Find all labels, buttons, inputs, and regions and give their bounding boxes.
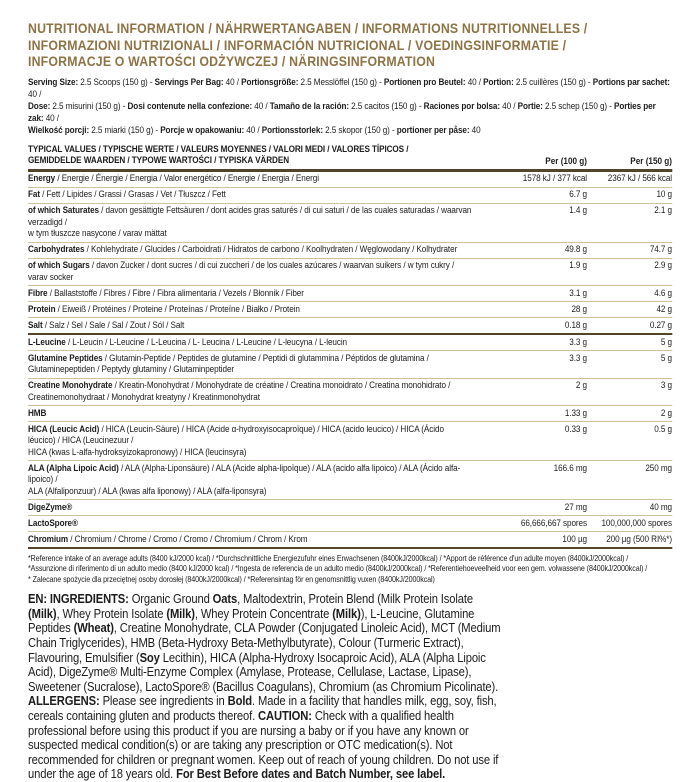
table-row — [28, 259, 672, 287]
per-100g-value: 49.8 g — [564, 244, 588, 255]
text: Check with a qualified health professional before using this product if you are nursing a baby or if you have any known or suspected medical condition(s) or are taking any prescription or OTC medication(s). Not recommended for children or pregnant women. Keep out of reach of young children. Do not use if under the age of 18 years old. — [28, 707, 499, 782]
per-150g-value: 2 g — [660, 407, 673, 419]
nutrient-name-bold: Carbohydrates — [28, 244, 85, 255]
text: ), L-Leucine, Glutamine Peptides — [28, 605, 475, 636]
per-150g-value: 42 g — [656, 303, 673, 315]
table-row — [28, 406, 672, 422]
text: 2.5 misurini (150 g) - — [50, 100, 128, 112]
nutrient-name-bold: Protein — [28, 303, 56, 315]
nutrient-translations-line2: HICA (kwas L-alfa-hydroksyizokapronowy) / HICA (leucinsyra) — [28, 446, 247, 458]
nutrient-translations: / davon Zucker / dont sucres / di cui zuccheri / de los cuales azúcares / waarvan suikers / w tym cukry / varav socker — [28, 260, 455, 283]
text: 40 / — [28, 88, 42, 100]
nutrient-translations: / Kohlehydrate / Glucides / Carboidrati / Hidratos de carbono / Koolhydraten / Węglowodany / Kolhydrater — [84, 244, 458, 255]
nutrient-name-bold: L-Leucine — [28, 336, 66, 348]
per-100g-value: 166.6 mg — [553, 462, 588, 474]
bold-text: Oats — [212, 591, 238, 607]
table-row — [28, 188, 672, 204]
column-header-per-100g: Per (100 g) — [545, 155, 588, 167]
per-150g-value: 10 g — [656, 189, 673, 200]
per-100g-value: 2 g — [575, 380, 588, 391]
text: Lecithin), HICA (Alpha-Hydroxy Isocaproic Acid), ALA (Alpha Lipoic Acid), DigeZyme® Multi-Enzyme Complex (Amylase, Protease, Cellulase, Lactase, Lipase), Sweetener (Sucralose), LactoSpore® (Bacillus Coagulans), Chromium (as Chromium Picolinate). — [28, 649, 499, 694]
nutrient-name-bold: ALA (Alpha Lipoic Acid) — [28, 462, 119, 474]
text: 2.5 schep (150 g) - — [542, 100, 615, 112]
nutrient-name — [28, 518, 477, 530]
text: Please see ingredients in — [102, 693, 228, 709]
table-row — [28, 422, 672, 461]
per-100g-value: 1.4 g — [569, 205, 588, 216]
per-150g-value: 40 mg — [649, 501, 673, 513]
table-row — [28, 335, 672, 351]
text: 2.5 cuillères (150 g) - — [513, 76, 593, 88]
table-row — [28, 500, 672, 516]
text: 2.5 Messlöffel (150 g) - — [298, 76, 384, 88]
nutrient-name-bold: HICA (Leucic Acid) — [28, 423, 100, 435]
bold-text: Portionsgröße: — [241, 76, 299, 88]
bold-text: Dose: — [28, 100, 51, 112]
text: , Whey Protein Isolate — [56, 605, 167, 621]
table-row — [28, 461, 672, 500]
bold-text: Serving Size: — [28, 76, 79, 88]
bold-text: Bold — [227, 693, 253, 709]
title-line: INFORMAZIONI NUTRIZIONALI / INFORMACIÓN NUTRICIONAL / VOEDINGSINFORMATIE / — [28, 36, 567, 53]
nutrient-translations: / L-Leucin / L-Leucine / L-Leucina / L- Leucina / L-Leucine / L-leucyna / L-leucin — [65, 336, 348, 348]
per-100g-value: 3.3 g — [569, 336, 588, 348]
nutrient-name — [28, 173, 477, 185]
nutrient-translations: / Ballaststoffe / Fibres / Fibre / Fibra alimentaria / Vezels / Błonnik / Fiber — [47, 287, 304, 299]
table-row — [28, 302, 672, 318]
bold-text: ALLERGENS: — [28, 693, 103, 709]
nutrient-name-bold: of which Saturates — [28, 205, 99, 216]
text: 40 — [469, 124, 481, 136]
text: , Maltodextrin, Protein Blend (Milk Protein Isolate — [237, 591, 473, 607]
footnote-line: * Zalecane spożycie dla przeciętnej osoby dorosłej (8400kJ/2000kcal) / *Referensintag för en genomsnittlig vuxen (8400kJ/2000kcal) — [28, 573, 435, 584]
nutrient-name — [28, 189, 477, 201]
text: , Whey Protein Concentrate — [194, 605, 333, 621]
title-line: INFORMACJE O WARTOŚCI ODŻYWCZEJ / NÄRINGSINFORMATION — [28, 53, 436, 69]
table-row — [28, 516, 672, 532]
per-100g-value: 1.9 g — [569, 260, 588, 271]
nutrient-name-bold: DigeZyme® — [28, 501, 73, 513]
text: . Made in a facility that handles milk, egg, soy, fish, cereals containing gluten and products thereof. — [28, 693, 497, 723]
per-100g-value: 28 g — [571, 303, 588, 315]
text: Organic Ground — [131, 591, 213, 607]
nutrient-name — [28, 353, 477, 376]
bold-text: Raciones por bolsa: — [423, 100, 500, 112]
per-150g-value: 2367 kJ / 566 kcal — [607, 173, 673, 184]
reference-intake-footnotes — [28, 553, 672, 584]
bold-text: Soy — [139, 649, 160, 665]
per-100g-value: 100 µg — [562, 533, 588, 545]
nutrient-translations: / Fett / Lipides / Grassi / Grasas / Vet / Tłuszcz / Fett — [39, 189, 226, 200]
bold-text: CAUTION: — [258, 707, 315, 723]
table-row — [28, 204, 672, 243]
bold-text: Servings Per Bag: — [154, 76, 224, 88]
text: 40 / — [223, 76, 242, 88]
serving-line — [28, 125, 672, 137]
bold-text: Portions par sachet: — [592, 76, 670, 88]
table-row — [28, 286, 672, 302]
nutrient-translations: / ALA (Alpha-Liponsäure) / ALA (Acide alpha-lipoïque) / ALA (acido alfa lipoico) / ALA (Ácido alfa-lipoico) / — [28, 462, 461, 485]
allergens-caution-paragraph — [28, 694, 506, 782]
bold-text: Porties per zak: — [28, 100, 656, 124]
nutrient-translations: / Salz / Sel / Sale / Sal / Zout / Sól / Salt — [42, 319, 185, 331]
bold-text: Porcje w opakowaniu: — [160, 124, 245, 136]
per-100g-value: 6.7 g — [569, 189, 588, 200]
text: 2.5 Scoops (150 g) - — [78, 76, 155, 88]
nutrient-translations: / Kreatin-Monohydrat / Monohydrate de créatine / Creatina monoidrato / Creatina monohidrato / — [112, 380, 451, 391]
nutrient-name-bold: of which Sugars — [28, 260, 90, 271]
nutrient-name-bold: Energy — [28, 173, 56, 184]
title-line: NUTRITIONAL INFORMATION / NÄHRWERTANGABEN / INFORMATIONS NUTRITIONNELLES / — [28, 20, 588, 36]
nutrient-name — [28, 502, 477, 514]
nutrient-translations: / davon gesättigte Fettsäuren / dont acides gras saturés / di cui saturi / de las cuales saturadas / waarvan verzadigd / — [28, 205, 472, 228]
nutrient-name — [28, 205, 477, 240]
typical-values-line: TYPICAL VALUES / TYPISCHE WERTE / VALEURS MOYENNES / VALORI MEDI / VALORES TÍPICOS / — [28, 143, 409, 155]
nutrient-name-bold: Fat — [28, 189, 40, 200]
nutrient-name — [28, 304, 477, 316]
bold-text: For Best Before dates and Batch Number, see label. — [176, 766, 446, 782]
per-100g-value: 3.3 g — [569, 352, 588, 364]
per-150g-value: 0.27 g — [649, 319, 673, 331]
bold-text: portioner per påse: — [396, 124, 470, 136]
nutrient-name-bold: HMB — [28, 407, 47, 419]
bold-text: Portie: — [517, 100, 543, 112]
per-150g-value: 5 g — [660, 352, 673, 364]
per-100g-value: 3.1 g — [569, 287, 588, 299]
per-150g-value: 100,000,000 spores — [601, 517, 673, 529]
table-body — [28, 172, 672, 550]
per-150g-value: 74.7 g — [649, 244, 673, 255]
nutrient-translations: / Energie / Énergie / Energia / Valor energético / Energie / Energia / Energi — [55, 173, 319, 184]
nutrient-name — [28, 337, 477, 349]
serving-line — [28, 101, 672, 125]
per-150g-value: 200 µg (500 RI%*) — [606, 533, 673, 545]
bold-text: (Wheat) — [73, 620, 114, 636]
table-row — [28, 351, 672, 379]
per-150g-value: 2.1 g — [654, 205, 673, 216]
text: 40 / — [244, 124, 262, 136]
ingredients-paragraph — [28, 592, 506, 694]
nutrient-name — [28, 424, 477, 459]
nutrient-translations-line2: Glutaminepeptiden / Peptydy glutaminy / Glutaminpeptider — [28, 364, 235, 375]
nutrient-name — [28, 463, 477, 498]
nutrient-name — [28, 320, 477, 332]
nutrient-translations-line2: w tym tłuszcze nasycone / varav mättat — [28, 228, 167, 239]
nutrient-name — [28, 244, 477, 256]
serving-line — [28, 77, 672, 101]
nutrient-name — [28, 260, 477, 283]
bold-text: (Milk) — [166, 605, 195, 621]
per-100g-value: 1.33 g — [564, 407, 588, 419]
nutrient-name — [28, 288, 477, 300]
per-100g-value: 27 mg — [564, 501, 588, 513]
nutrient-name — [28, 408, 477, 420]
nutrient-name-bold: Chromium — [28, 533, 69, 545]
per-100g-value: 0.18 g — [564, 319, 588, 331]
per-150g-value: 250 mg — [645, 462, 673, 474]
bold-text: (Milk) — [28, 605, 57, 621]
per-100g-value: 1578 kJ / 377 kcal — [522, 173, 588, 184]
per-100g-value: 0.33 g — [564, 423, 588, 435]
nutrition-label — [28, 20, 672, 782]
nutrient-name-bold: Salt — [28, 319, 43, 331]
text: 40 / — [499, 100, 518, 112]
bold-text: Portionsstorlek: — [261, 124, 323, 136]
nutrient-translations-line2: Creatinemonohydraat / Monohydrat kreatyny / Kreatinmonohydrat — [28, 391, 260, 403]
text: 2.5 skopor (150 g) - — [322, 124, 397, 136]
bold-text: Tamaño de la ración: — [269, 100, 349, 112]
nutrient-translations: / Eiweiß / Protéines / Proteine / Proteínas / Proteïne / Białko / Protein — [55, 303, 300, 315]
bold-text: EN: INGREDIENTS: — [28, 591, 132, 607]
nutrient-name-bold: Creatine Monohydrate — [28, 380, 113, 391]
typical-values-line: GEMIDDELDE WAARDEN / TYPOWE WARTOŚCI / TYPISKA VÄRDEN — [28, 155, 290, 166]
table-row — [28, 243, 672, 259]
per-150g-value: 2.9 g — [654, 260, 673, 271]
ingredients-section — [28, 592, 672, 782]
nutrient-translations: / Chromium / Chrome / Cromo / Cromo / Chromium / Chrom / Krom — [68, 533, 308, 545]
bold-text: Portion: — [483, 76, 514, 88]
per-100g-value: 66,666,667 spores — [520, 517, 588, 529]
typical-values-heading — [28, 144, 477, 167]
table-row — [28, 379, 672, 407]
bold-text: Dosi contenute nella confezione: — [127, 100, 253, 112]
bold-text: Portionen pro Beutel: — [383, 76, 466, 88]
bold-text: Wielkość porcji: — [28, 124, 90, 136]
bold-text: (Milk) — [332, 605, 361, 621]
footnote-line: *Assunzione di riferimento di un adulto medio (8400 kJ/2000 kcal) / *Ingesta de referencia de un adulto medio (8400kJ/2000kcal) / *Referentiehoeveelheid voor een gem. volwassene (8400kJ/2000kcal) / — [28, 563, 648, 574]
serving-info — [28, 77, 672, 137]
per-150g-value: 4.6 g — [654, 287, 673, 299]
table-row — [28, 318, 672, 335]
nutrient-translations: / HICA (Leucin-Säure) / HICA (Acide α-hydroxyisocaproïque) / HICA (acido leucico) / HICA (Ácido léucico) / HICA (Leucinezuur / — [28, 423, 444, 446]
nutrient-name — [28, 380, 477, 403]
page-title — [28, 20, 672, 70]
text: 2.5 cacitos (150 g) - — [348, 100, 424, 112]
text: 40 / — [252, 100, 270, 112]
table-row — [28, 532, 672, 549]
per-150g-value: 5 g — [660, 336, 673, 348]
nutrient-name-bold: Fibre — [28, 287, 48, 299]
nutrient-name — [28, 534, 477, 546]
table-header — [28, 144, 672, 172]
per-150g-value: 0.5 g — [654, 423, 673, 435]
nutrient-name-bold: LactoSpore® — [28, 517, 78, 529]
footnote-line: *Reference intake of an average adults (8400 kJ/2000 kcal) / *Durchschnittliche Energiezufuhr eines Erwachsenen (8400kJ/2000kcal) / *Apport de référence d'un adulte moyen (8400kJ/2000kcal) / — [28, 553, 629, 563]
nutrient-translations: / Glutamin-Peptide / Peptides de glutamine / Peptidi di glutammina / Péptidos de glutamina / — [102, 352, 429, 364]
text: , Creatine Monohydrate, CLA Powder (Conjugated Linoleic Acid), MCT (Medium Chain Triglycerides), HMB (Beta-Hydroxy Beta-Methylbutyrate), Colour (Turmeric Extract), Flavouring, Emulsifier ( — [28, 620, 501, 665]
nutrition-table — [28, 144, 672, 550]
per-150g-value: 3 g — [660, 380, 673, 391]
text: 2.5 miarki (150 g) - — [89, 124, 161, 136]
nutrient-name-bold: Glutamine Peptides — [28, 352, 103, 364]
nutrient-translations-line2: ALA (Alfaliponzuur) / ALA (kwas alfa liponowy) / ALA (alfa-liponsyra) — [28, 485, 267, 497]
table-row — [28, 172, 672, 188]
text: 40 / — [43, 112, 59, 124]
column-header-per-150g: Per (150 g) — [630, 155, 673, 167]
text: 40 / — [465, 76, 484, 88]
